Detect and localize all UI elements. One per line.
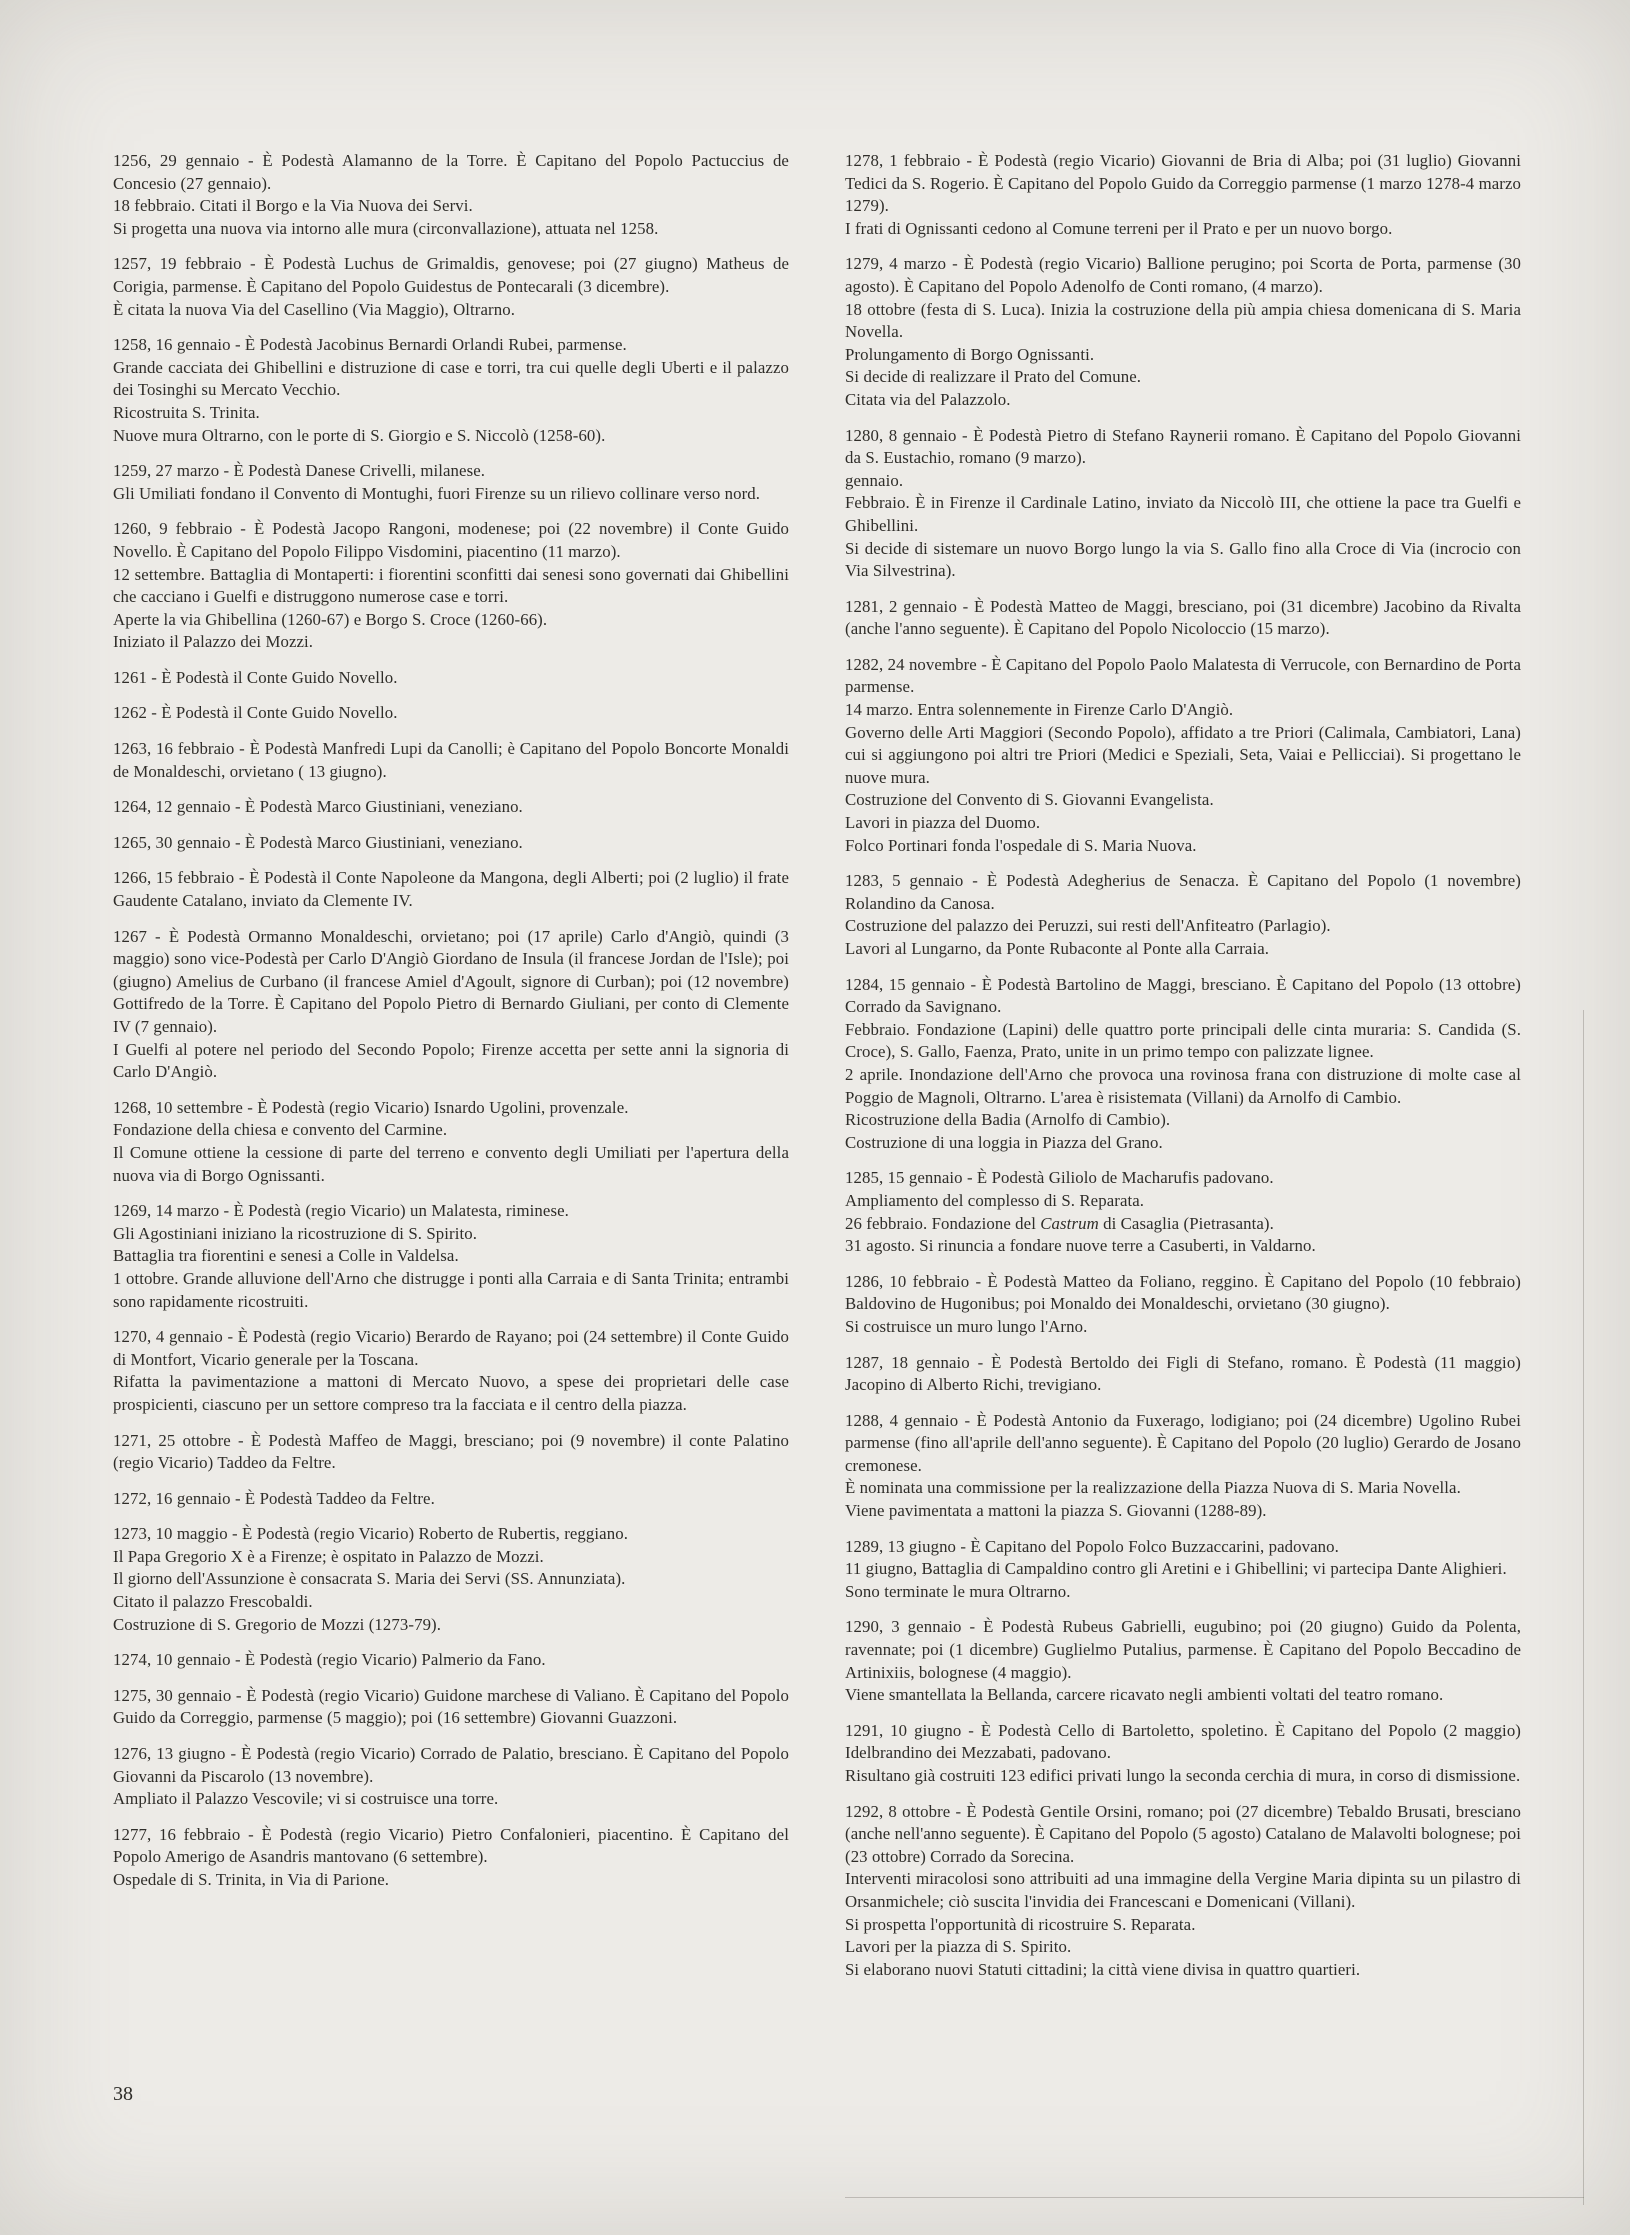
- column-right: [845, 150, 1521, 1994]
- entry-paragraph: Si elaborano nuovi Statuti cittadini; la città viene divisa in quattro quartieri.: [845, 1959, 1361, 1979]
- entry-paragraph: 1270, 4 gennaio - È Podestà (regio Vicario) Berardo de Rayano; poi (24 settembre) il Conte Guido di Montfort, Vicario generale per la Toscana.: [113, 1327, 789, 1369]
- chronology-entry: [113, 926, 789, 1084]
- entry-paragraph: Rifatta la pavimentazione a mattoni di Mercato Nuovo, a spese dei proprietari delle case prospicienti, ciascuno per un settore compreso tra la facciata e il centro della piazza.: [113, 1372, 789, 1414]
- entry-paragraph: 1278, 1 febbraio - È Podestà (regio Vicario) Giovanni de Bria di Alba; poi (31 luglio) Giovanni Tedici da S. Rogerio. È Capitano del Popolo Guido da Correggio parmense (1 marzo 1278-4 marzo 1279).: [845, 151, 1521, 216]
- chronology-entry: [113, 667, 789, 690]
- entry-paragraph: 1287, 18 gennaio - È Podestà Bertoldo dei Figli di Stefano, romano. È Podestà (11 maggio) Jacopino di Alberto Richi, trevigiano.: [845, 1352, 1521, 1395]
- entry-paragraph: Grande cacciata dei Ghibellini e distruzione di case e torri, tra cui quelle degli Uberti e il palazzo dei Tosinghi su Mercato Vecchio.: [113, 357, 789, 400]
- entry-paragraph: 1259, 27 marzo - È Podestà Danese Crivelli, milanese.: [113, 461, 486, 481]
- entry-paragraph: Fondazione della chiesa e convento del Carmine.: [113, 1120, 448, 1140]
- chronology-entry: [845, 974, 1521, 1155]
- entry-paragraph: 1265, 30 gennaio - È Podestà Marco Giustiniani, veneziano.: [113, 832, 523, 852]
- entry-paragraph: Viene pavimentata a mattoni la piazza S. Giovanni (1288-89).: [845, 1501, 1267, 1521]
- entry-paragraph: Si decide di realizzare il Prato del Comune.: [845, 367, 1142, 387]
- chronology-entry: [113, 334, 789, 447]
- entry-paragraph: Ricostruita S. Trinita.: [113, 402, 260, 422]
- entry-paragraph: 1279, 4 marzo - È Podestà (regio Vicario) Ballione perugino; poi Scorta de Porta, parmense (30 agosto). È Capitano del Popolo Adenolfo de Conti romano, (4 marzo).: [845, 254, 1521, 296]
- chronology-entry: [113, 738, 789, 783]
- entry-paragraph: Costruzione del Convento di S. Giovanni Evangelista.: [845, 790, 1214, 810]
- entry-paragraph: 1283, 5 gennaio - È Podestà Adegherius de Senacza. È Capitano del Popolo (1 novembre) Rolandino da Canosa.: [845, 871, 1521, 913]
- entry-paragraph: 1267 - È Podestà Ormanno Monaldeschi, orvietano; poi (17 aprile) Carlo d'Angiò, quindi (3 maggio) sono vice-Podestà per Carlo D'Angiò Giordano de Insula (il francese Jordan de l'Isle); poi (giugno) Amelius de Curbano (il francese Amiel d'Agoult, signore di Curban); poi (12 novembre) Gottifredo de la Torre. È Capitano del Popolo Pietro di Bernardo Giuliani, per conto di Clemente IV (7 gennaio).: [113, 926, 789, 1036]
- chronology-entry: [113, 832, 789, 855]
- entry-paragraph: 1284, 15 gennaio - È Podestà Bartolino de Maggi, bresciano. È Capitano del Popolo (13 ottobre) Corrado da Savignano.: [845, 974, 1521, 1017]
- entry-paragraph: 1288, 4 gennaio - È Podestà Antonio da Fuxerago, lodigiano; poi (24 dicembre) Ugolino Rubei parmense (fino all'aprile dell'anno seguente). È Capitano del Popolo (20 luglio) Gerardo de Josano cremonese.: [845, 1410, 1521, 1475]
- entry-paragraph: 1285, 15 gennaio - È Podestà Giliolo de Macharufis padovano.: [845, 1168, 1274, 1188]
- chronology-entry: [113, 796, 789, 819]
- entry-paragraph: 1276, 13 giugno - È Podestà (regio Vicario) Corrado de Palatio, bresciano. È Capitano del Popolo Giovanni da Piscarolo (13 novembre).: [113, 1744, 789, 1786]
- entry-paragraph: 1292, 8 ottobre - È Podestà Gentile Orsini, romano; poi (27 dicembre) Tebaldo Brusati, bresciano (anche nell'anno seguente). È Capitano del Popolo (5 agosto) Catalano de Malavolti bolognese; poi (23 ottobre) Corrado da Sorecina.: [845, 1801, 1521, 1866]
- entry-paragraph: Prolungamento di Borgo Ognissanti.: [845, 344, 1095, 364]
- entry-paragraph: Il Comune ottiene la cessione di parte del terreno e convento degli Umiliati per l'apertura della nuova via di Borgo Ognissanti.: [113, 1142, 789, 1185]
- entry-paragraph: 1261 - È Podestà il Conte Guido Novello.: [113, 667, 398, 687]
- chronology-entry: [845, 1352, 1521, 1397]
- entry-paragraph: Citata via del Palazzolo.: [845, 389, 1011, 409]
- entry-paragraph: Citato il palazzo Frescobaldi.: [113, 1592, 313, 1612]
- entry-paragraph: 1260, 9 febbraio - È Podestà Jacopo Rangoni, modenese; poi (22 novembre) il Conte Guido Novello. È Capitano del Popolo Filippo Visdomini, piacentino (11 marzo).: [113, 519, 789, 561]
- entry-paragraph: 1290, 3 gennaio - È Podestà Rubeus Gabrielli, eugubino; poi (20 giugno) Guido da Polenta, ravennate; poi (1 dicembre) Guglielmo Putalius, parmense. È Capitano del Popolo Beccadino de Artinixiis, bolognese (4 maggio).: [845, 1617, 1521, 1682]
- entry-paragraph: 1257, 19 febbraio - È Podestà Luchus de Grimaldis, genovese; poi (27 giugno) Matheus de Corigia, parmense. È Capitano del Popolo Guidestus de Pontecarali (3 dicembre).: [113, 254, 789, 296]
- entry-paragraph: 1289, 13 giugno - È Capitano del Popolo Folco Buzzaccarini, padovano.: [845, 1536, 1339, 1556]
- chronology-entry: [845, 1271, 1521, 1339]
- chronology-entry: [113, 1200, 789, 1313]
- entry-paragraph: 1269, 14 marzo - È Podestà (regio Vicario) un Malatesta, riminese.: [113, 1201, 569, 1221]
- entry-paragraph: 31 agosto. Si rinuncia a fondare nuove terre a Casuberti, in Valdarno.: [845, 1236, 1316, 1256]
- chronology-entry: [113, 460, 789, 505]
- entry-paragraph: 1268, 10 settembre - È Podestà (regio Vicario) Isnardo Ugolini, provenzale.: [113, 1097, 629, 1117]
- entry-paragraph: Lavori al Lungarno, da Ponte Rubaconte al Ponte alla Carraia.: [845, 939, 1270, 958]
- chronology-entry: [113, 1488, 789, 1511]
- entry-paragraph: Nuove mura Oltrarno, con le porte di S. Giorgio e S. Niccolò (1258-60).: [113, 425, 606, 445]
- entry-paragraph: gennaio.: [845, 470, 904, 490]
- entry-paragraph: Folco Portinari fonda l'ospedale di S. Maria Nuova.: [845, 835, 1197, 855]
- entry-paragraph: 26 febbraio. Fondazione del Castrum di Casaglia (Pietrasanta).: [845, 1213, 1274, 1233]
- text-columns: [113, 150, 1521, 1994]
- entry-paragraph: Gli Umiliati fondano il Convento di Montughi, fuori Firenze su un rilievo collinare verso nord.: [113, 483, 761, 503]
- page-number: 38: [113, 2083, 133, 2105]
- chronology-entry: [113, 1097, 789, 1187]
- entry-paragraph: Governo delle Arti Maggiori (Secondo Popolo), affidato a tre Priori (Calimala, Cambiatori, Lana) cui si aggiungono poi altri tre Priori (Medici e Speziali, Seta, Vaiai e Pellicciai). Si progettano le nuove mura.: [845, 722, 1521, 787]
- chronology-entry: [113, 1649, 789, 1672]
- entry-paragraph: Ampliamento del complesso di S. Reparata.: [845, 1190, 1145, 1210]
- entry-paragraph: Lavori in piazza del Duomo.: [845, 813, 1041, 833]
- entry-paragraph: Lavori per la piazza di S. Spirito.: [845, 1937, 1072, 1957]
- chronology-entry: [113, 518, 789, 654]
- entry-paragraph: Febbraio. È in Firenze il Cardinale Latino, inviato da Niccolò III, che ottiene la pace tra Guelfi e Ghibellini.: [845, 493, 1521, 535]
- entry-paragraph: Si costruisce un muro lungo l'Arno.: [845, 1316, 1088, 1336]
- entry-paragraph: 1291, 10 giugno - È Podestà Cello di Bartoletto, spoletino. È Capitano del Popolo (2 maggio) Idelbrandino dei Mezzabati, padovano.: [845, 1720, 1521, 1763]
- entry-paragraph: Il giorno dell'Assunzione è consacrata S. Maria dei Servi (SS. Annunziata).: [113, 1569, 626, 1589]
- chronology-entry: [113, 1430, 789, 1475]
- entry-paragraph: Ampliato il Palazzo Vescovile; vi si costruisce una torre.: [113, 1789, 499, 1809]
- chronology-entry: [845, 1410, 1521, 1523]
- entry-paragraph: 18 ottobre (festa di S. Luca). Inizia la costruzione della più ampia chiesa domenicana di S. Maria Novella.: [845, 299, 1521, 342]
- entry-paragraph: 1286, 10 febbraio - È Podestà Matteo da Foliano, reggino. È Capitano del Popolo (10 febbraio) Baldovino de Hugonibus; poi Monaldo dei Monaldeschi, orvietano (30 giugno).: [845, 1271, 1521, 1314]
- entry-paragraph: Risultano già costruiti 123 edifici privati lungo la seconda cerchia di mura, in corso di dismissione.: [845, 1766, 1521, 1785]
- entry-paragraph: Gli Agostiniani iniziano la ricostruzione di S. Spirito.: [113, 1223, 478, 1243]
- entry-paragraph: 1277, 16 febbraio - È Podestà (regio Vicario) Pietro Confalonieri, piacentino. È Capitano del Popolo Amerigo de Asandris mantovano (6 settembre).: [113, 1824, 789, 1867]
- entry-paragraph: Iniziato il Palazzo dei Mozzi.: [113, 632, 314, 652]
- chronology-entry: [113, 253, 789, 321]
- chronology-entry: [113, 1685, 789, 1730]
- entry-paragraph: Aperte la via Ghibellina (1260-67) e Borgo S. Croce (1260-66).: [113, 609, 548, 629]
- chronology-entry: [845, 1616, 1521, 1706]
- entry-paragraph: 18 febbraio. Citati il Borgo e la Via Nuova dei Servi.: [113, 196, 473, 216]
- entry-paragraph: 1282, 24 novembre - È Capitano del Popolo Paolo Malatesta di Verrucole, con Bernardino de Porta parmense.: [845, 654, 1521, 697]
- chronology-entry: [113, 1523, 789, 1636]
- entry-paragraph: Si prospetta l'opportunità di ricostruire S. Reparata.: [845, 1914, 1196, 1934]
- chronology-entry: [113, 702, 789, 725]
- chronology-entry: [113, 150, 789, 240]
- entry-paragraph: È citata la nuova Via del Casellino (Via Maggio), Oltrarno.: [113, 299, 516, 319]
- entry-paragraph: Ospedale di S. Trinita, in Via di Parione.: [113, 1870, 390, 1889]
- entry-paragraph: 1264, 12 gennaio - È Podestà Marco Giustiniani, veneziano.: [113, 797, 523, 817]
- entry-paragraph: 1273, 10 maggio - È Podestà (regio Vicario) Roberto de Rubertis, reggiano.: [113, 1524, 628, 1544]
- chronology-entry: [845, 1720, 1521, 1788]
- chronology-entry: [845, 654, 1521, 857]
- chronology-entry: [845, 253, 1521, 411]
- chronology-entry: [113, 1824, 789, 1892]
- chronology-entry: [845, 596, 1521, 641]
- entry-paragraph: Costruzione di S. Gregorio de Mozzi (1273-79).: [113, 1614, 442, 1634]
- entry-paragraph: 2 aprile. Inondazione dell'Arno che provoca una rovinosa frana con distruzione di molte case al Poggio de Magnoli, Oltrarno. L'area è risistemata (Villani) da Arnolfo di Cambio.: [845, 1064, 1521, 1107]
- entry-paragraph: Si progetta una nuova via intorno alle mura (circonvallazione), attuata nel 1258.: [113, 218, 659, 238]
- chronology-entry: [845, 1536, 1521, 1604]
- chronology-entry: [845, 1167, 1521, 1257]
- entry-paragraph: 1 ottobre. Grande alluvione dell'Arno che distrugge i ponti alla Carraia e di Santa Trinita; entrambi sono rapidamente ricostruiti.: [113, 1268, 789, 1311]
- entry-paragraph: Sono terminate le mura Oltrarno.: [845, 1581, 1071, 1601]
- chronology-entry: [845, 150, 1521, 240]
- entry-paragraph: Interventi miracolosi sono attribuiti ad una immagine della Vergine Maria dipinta su un pilastro di Orsanmichele; ciò suscita l'invidia dei Francescani e Domenicani (Villani).: [845, 1869, 1521, 1911]
- scan-edge-bottom: [845, 2197, 1584, 2198]
- entry-paragraph: Febbraio. Fondazione (Lapini) delle quattro porte principali delle cinta muraria: S. Candida (S. Croce), S. Gallo, Faenza, Prato, unite in un primo tempo con palizzate lignee.: [845, 1019, 1521, 1062]
- entry-paragraph: 1258, 16 gennaio - È Podestà Jacobinus Bernardi Orlandi Rubei, parmense.: [113, 335, 627, 355]
- chronology-entry: [845, 425, 1521, 583]
- entry-paragraph: 1271, 25 ottobre - È Podestà Maffeo de Maggi, bresciano; poi (9 novembre) il conte Palatino (regio Vicario) Taddeo da Feltre.: [113, 1430, 789, 1473]
- chronology-entry: [113, 867, 789, 912]
- entry-paragraph: Viene smantellata la Bellanda, carcere ricavato negli ambienti voltati del teatro romano.: [845, 1685, 1444, 1705]
- entry-paragraph: Costruzione del palazzo dei Peruzzi, sui resti dell'Anfiteatro (Parlagio).: [845, 916, 1331, 936]
- entry-paragraph: 1275, 30 gennaio - È Podestà (regio Vicario) Guidone marchese di Valiano. È Capitano del Popolo Guido da Correggio, parmense (5 maggio); poi (16 settembre) Giovanni Guazzoni.: [113, 1685, 789, 1728]
- entry-paragraph: 1262 - È Podestà il Conte Guido Novello.: [113, 703, 398, 723]
- entry-paragraph: Il Papa Gregorio X è a Firenze; è ospitato in Palazzo de Mozzi.: [113, 1546, 544, 1566]
- scan-edge-right: [1583, 1010, 1584, 2205]
- entry-paragraph: Si decide di sistemare un nuovo Borgo lungo la via S. Gallo fino alla Croce di Via (incrocio con Via Silvestrina).: [845, 538, 1521, 581]
- entry-paragraph: 1274, 10 gennaio - È Podestà (regio Vicario) Palmerio da Fano.: [113, 1650, 546, 1670]
- chronology-entry: [113, 1743, 789, 1811]
- chronology-entry: [845, 870, 1521, 960]
- entry-paragraph: Ricostruzione della Badia (Arnolfo di Cambio).: [845, 1110, 1171, 1130]
- entry-paragraph: 1280, 8 gennaio - È Podestà Pietro di Stefano Raynerii romano. È Capitano del Popolo Giovanni da S. Eustachio, romano (9 marzo).: [845, 425, 1521, 468]
- entry-paragraph: 1281, 2 gennaio - È Podestà Matteo de Maggi, bresciano, poi (31 dicembre) Jacobino da Rivalta (anche l'anno seguente). È Capitano del Popolo Nicoloccio (15 marzo).: [845, 596, 1521, 639]
- entry-paragraph: 1266, 15 febbraio - È Podestà il Conte Napoleone da Mangona, degli Alberti; poi (2 luglio) il frate Gaudente Catalano, inviato da Clemente IV.: [113, 868, 789, 911]
- entry-paragraph: 1256, 29 gennaio - È Podestà Alamanno de la Torre. È Capitano del Popolo Pactuccius de Concesio (27 gennaio).: [113, 151, 789, 193]
- entry-paragraph: 12 settembre. Battaglia di Montaperti: i fiorentini sconfitti dai senesi sono governati dai Ghibellini che cacciano i Guelfi e distruggono numerose case e torri.: [113, 564, 789, 607]
- entry-paragraph: Costruzione di una loggia in Piazza del Grano.: [845, 1132, 1163, 1152]
- entry-paragraph: 1272, 16 gennaio - È Podestà Taddeo da Feltre.: [113, 1488, 435, 1508]
- entry-paragraph: 11 giugno, Battaglia di Campaldino contro gli Aretini e i Ghibellini; vi partecipa Dante Alighieri.: [845, 1559, 1507, 1579]
- chronology-entry: [113, 1326, 789, 1416]
- entry-paragraph: I frati di Ognissanti cedono al Comune terreni per il Prato e per un nuovo borgo.: [845, 218, 1393, 238]
- chronology-entry: [845, 1801, 1521, 1982]
- entry-paragraph: È nominata una commissione per la realizzazione della Piazza Nuova di S. Maria Novella.: [845, 1478, 1461, 1498]
- entry-paragraph: Battaglia tra fiorentini e senesi a Colle in Valdelsa.: [113, 1246, 459, 1266]
- entry-paragraph: 1263, 16 febbraio - È Podestà Manfredi Lupi da Canolli; è Capitano del Popolo Boncorte Monaldi de Monaldeschi, orvietano ( 13 giugno).: [113, 739, 789, 781]
- entry-paragraph: I Guelfi al potere nel periodo del Secondo Popolo; Firenze accetta per sette anni la signoria di Carlo D'Angiò.: [113, 1039, 789, 1082]
- column-left: [113, 150, 789, 1994]
- entry-paragraph: 14 marzo. Entra solennemente in Firenze Carlo D'Angiò.: [845, 700, 1234, 720]
